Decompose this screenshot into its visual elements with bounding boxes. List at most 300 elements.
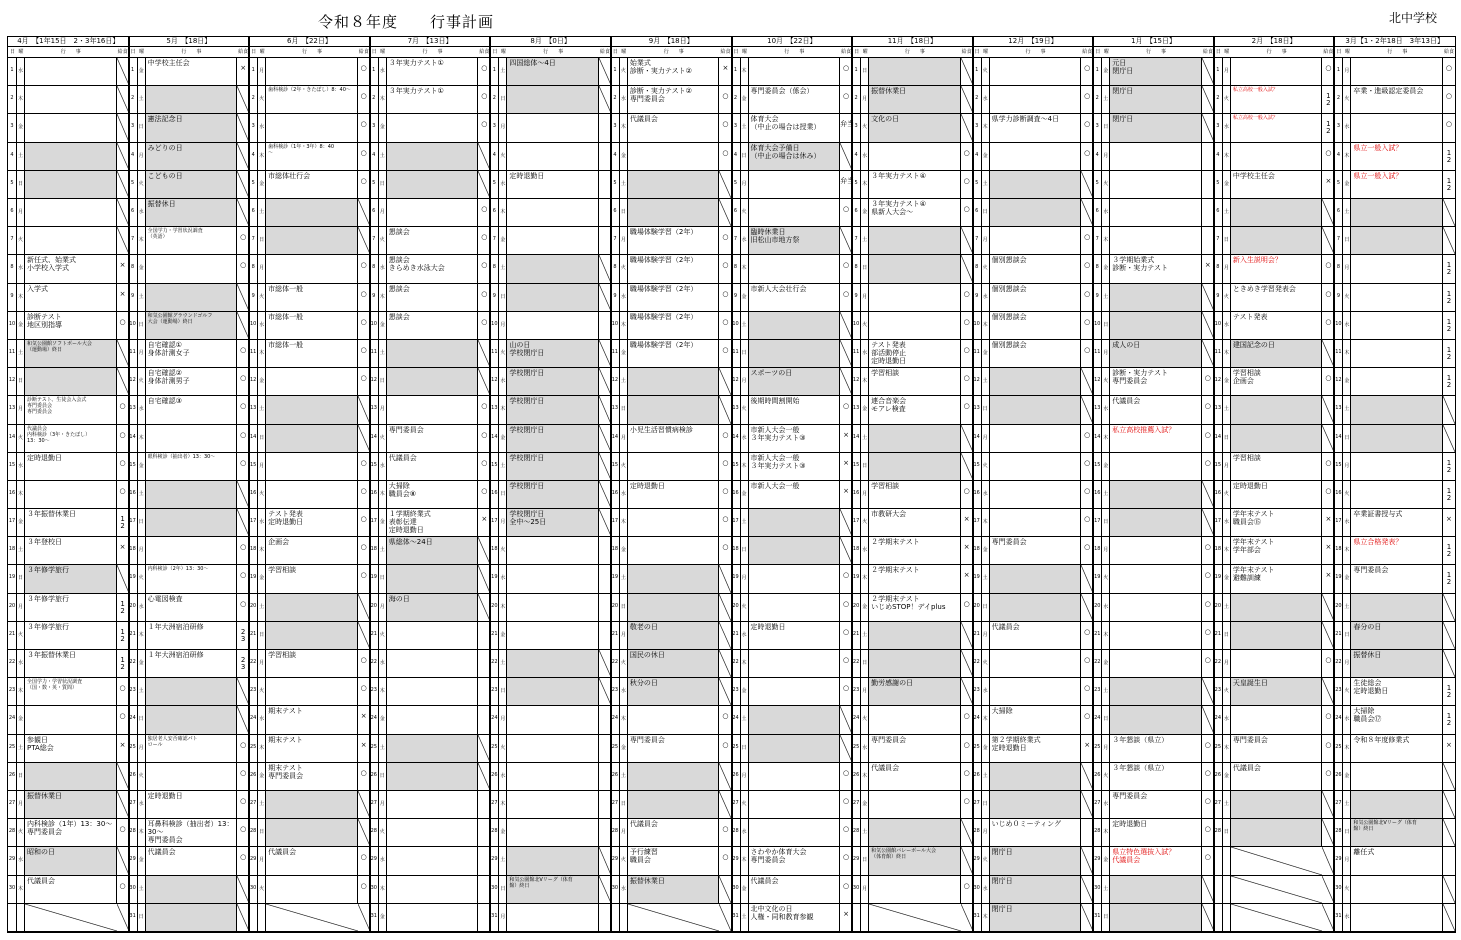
weekday-label: 土 (258, 199, 266, 226)
event-cell (387, 114, 479, 141)
day-number: 15 (8, 453, 17, 480)
day-row (852, 453, 973, 481)
weekday-label: 火 (861, 706, 869, 733)
weekday-label: 月 (17, 594, 25, 621)
event-cell: 憲法記念日 (146, 114, 238, 141)
meal-cell: ○ (722, 486, 729, 495)
meal-cell: ○ (843, 261, 850, 270)
event-cell (266, 255, 358, 282)
day-number: 6 (973, 199, 982, 226)
day-number: 9 (1334, 284, 1343, 311)
event-cell (1110, 284, 1202, 311)
day-number: 7 (732, 227, 741, 254)
day-row (732, 368, 853, 396)
weekday-label: 火 (379, 622, 387, 649)
day-row (973, 594, 1094, 622)
event-cell: 第２学期終業式 定時退勤日 (990, 735, 1082, 762)
meal-cell: ○ (1204, 656, 1211, 665)
weekday-label: 水 (982, 481, 990, 508)
event-cell: 学校閉庁日 全中～25日 (507, 509, 599, 536)
day-number: 26 (1093, 763, 1102, 790)
day-number: 9 (732, 284, 741, 311)
event-cell (25, 368, 117, 395)
event-cell: 学校閉庁日 (507, 453, 599, 480)
event-cell (266, 396, 358, 423)
day-row (129, 171, 250, 199)
event-cell: ３年実力テスト④ 県新人大会～ (869, 199, 961, 226)
weekday-label: 金 (1102, 58, 1110, 85)
weekday-label: 土 (1102, 876, 1110, 903)
day-row (852, 58, 973, 86)
day-row (1334, 594, 1455, 622)
weekday-label: 木 (499, 396, 507, 423)
weekday-label: 金 (1343, 763, 1351, 790)
day-number: 3 (852, 114, 861, 141)
day-row (852, 199, 973, 227)
event-cell: 小児生活習慣病検診 (628, 425, 720, 452)
weekday-label: 月 (499, 904, 507, 931)
day-number: 10 (8, 312, 17, 339)
event-cell: 大掃除 (990, 706, 1082, 733)
day-row (732, 143, 853, 171)
day-row (852, 114, 973, 142)
day-number: 7 (129, 227, 138, 254)
event-cell (266, 199, 358, 226)
meal-cell: ○ (360, 374, 367, 383)
event-cell: 始業式 診断・実力テスト② (628, 58, 720, 85)
day-number: 15 (370, 453, 379, 480)
day-number: 31 (129, 904, 138, 931)
event-cell (749, 199, 841, 226)
meal-cell: ○ (119, 881, 126, 890)
event-cell: 学年末テスト 学年部会 (1231, 537, 1323, 564)
school-name: 北中学校 (1388, 11, 1437, 25)
day-number: 12 (852, 368, 861, 395)
event-cell (1351, 284, 1443, 311)
subheader-weekday: 曜 (259, 49, 265, 55)
subheader-day: 日 (9, 49, 15, 55)
day-number: 16 (129, 481, 138, 508)
event-cell: 定時退勤日 (25, 453, 117, 480)
meal-cell: ○ (1084, 233, 1091, 242)
day-row (1093, 537, 1214, 565)
weekday-label: 木 (861, 171, 869, 198)
day-number: 11 (611, 340, 620, 367)
meal-cell: ○ (722, 120, 729, 129)
event-cell (749, 58, 841, 85)
day-number: 28 (732, 819, 741, 846)
weekday-label: 火 (620, 453, 628, 480)
day-number: 15 (611, 453, 620, 480)
event-cell: 海の日 (387, 594, 479, 621)
weekday-label: 水 (982, 876, 990, 903)
day-number: 21 (490, 622, 499, 649)
event-cell (146, 425, 238, 452)
day-row (249, 819, 370, 847)
meal-cell: ○ (722, 458, 729, 467)
weekday-label: 火 (861, 509, 869, 536)
day-number: 4 (370, 143, 379, 170)
day-row (370, 706, 491, 734)
day-number: 8 (249, 255, 258, 282)
day-row (1214, 227, 1335, 255)
day-row (370, 904, 491, 932)
day-row (1093, 86, 1214, 114)
day-row (1214, 199, 1335, 227)
day-number: 29 (973, 847, 982, 874)
day-row (249, 791, 370, 819)
event-cell: 専門委員会 (1231, 735, 1323, 762)
day-row (1334, 114, 1455, 142)
day-number: 20 (490, 594, 499, 621)
event-cell: 診断・実力テスト② 専門委員会 (628, 86, 720, 113)
weekday-label: 水 (1223, 509, 1231, 536)
day-number: 19 (8, 565, 17, 592)
meal-cell: 1 2 (120, 627, 125, 643)
event-cell (25, 227, 117, 254)
meal-cell: ○ (1204, 825, 1211, 834)
subheader-meal: 給食 (1323, 49, 1334, 55)
day-number: 24 (852, 706, 861, 733)
day-number: 3 (1334, 114, 1343, 141)
day-row (973, 847, 1094, 875)
day-number: 16 (611, 481, 620, 508)
meal-cell: × (360, 740, 367, 749)
event-cell: １年大洲宿泊研修 (146, 650, 238, 677)
event-cell (25, 86, 117, 113)
event-cell: 敬老の日 (628, 622, 720, 649)
day-number: 21 (852, 622, 861, 649)
day-number: 6 (1334, 199, 1343, 226)
event-cell: 学習相談 (266, 650, 358, 677)
weekday-label: 水 (138, 594, 146, 621)
day-number: 1 (732, 58, 741, 85)
meal-cell: ○ (963, 317, 970, 326)
month-divider (369, 37, 371, 932)
event-cell (749, 537, 841, 564)
weekday-label: 火 (741, 199, 749, 226)
day-row (129, 227, 250, 255)
event-cell: 振替休業日 (869, 86, 961, 113)
day-row (973, 678, 1094, 706)
weekday-label: 木 (1223, 735, 1231, 762)
weekday-label: 日 (1343, 425, 1351, 452)
weekday-label: 月 (1343, 847, 1351, 874)
subheader-day: 日 (492, 49, 498, 55)
meal-cell: ○ (722, 825, 729, 834)
meal-cell: 1 2 (120, 515, 125, 531)
event-cell: 職場体験学習（2年） (628, 284, 720, 311)
weekday-label: 日 (138, 706, 146, 733)
day-row (249, 678, 370, 706)
meal-cell: × (119, 289, 126, 298)
day-row (611, 368, 732, 396)
meal-cell: ○ (240, 430, 247, 439)
day-number: 14 (490, 425, 499, 452)
day-row (370, 58, 491, 86)
day-row (1093, 312, 1214, 340)
day-row (732, 199, 853, 227)
day-number: 13 (973, 396, 982, 423)
day-number: 22 (129, 650, 138, 677)
event-cell (1110, 706, 1202, 733)
day-number: 10 (973, 312, 982, 339)
day-row (490, 199, 611, 227)
day-number: 24 (8, 706, 17, 733)
event-cell (25, 199, 117, 226)
weekday-label: 木 (499, 594, 507, 621)
meal-cell: ○ (360, 543, 367, 552)
day-row (129, 481, 250, 509)
weekday-label: 火 (741, 594, 749, 621)
day-number: 30 (370, 876, 379, 903)
event-cell (1351, 481, 1443, 508)
weekday-label: 火 (17, 425, 25, 452)
event-cell (387, 706, 479, 733)
event-cell (1110, 227, 1202, 254)
event-cell (507, 227, 599, 254)
event-cell (266, 453, 358, 480)
event-cell: 診断テスト 地区別指導 (25, 312, 117, 339)
day-number: 18 (732, 537, 741, 564)
weekday-label: 木 (499, 199, 507, 226)
event-cell: 学習相談 (266, 565, 358, 592)
meal-cell: × (1446, 740, 1452, 749)
meal-cell: 1 2 (1326, 120, 1331, 136)
event-cell: 期末テスト 専門委員会 (266, 763, 358, 790)
meal-cell: ○ (1325, 458, 1332, 467)
meal-cell: ○ (360, 768, 367, 777)
day-row (1334, 453, 1455, 481)
event-cell: 離任式 (1351, 847, 1443, 874)
weekday-label: 土 (861, 622, 869, 649)
day-number: 18 (8, 537, 17, 564)
day-row (1214, 650, 1335, 678)
day-number: 17 (8, 509, 17, 536)
weekday-label: 日 (861, 847, 869, 874)
day-number: 11 (1093, 340, 1102, 367)
day-number: 27 (1214, 791, 1223, 818)
meal-cell: ○ (963, 740, 970, 749)
day-number: 1 (1093, 58, 1102, 85)
day-number: 2 (1093, 86, 1102, 113)
event-cell (266, 425, 358, 452)
event-cell: 診断テスト、生徒会入会式 専門委員会 専門委員会 (25, 396, 117, 423)
day-number: 18 (1214, 537, 1223, 564)
event-cell: 全国学力・学習状況調査 （国・数・英・質問） (25, 678, 117, 705)
day-number: 13 (611, 396, 620, 423)
day-row (370, 537, 491, 565)
day-number: 1 (611, 58, 620, 85)
event-cell (266, 876, 358, 903)
day-number: 4 (852, 143, 861, 170)
meal-cell: ○ (360, 148, 367, 157)
event-cell (628, 763, 720, 790)
weekday-label: 火 (138, 763, 146, 790)
weekday-label: 木 (982, 114, 990, 141)
event-cell (1231, 425, 1323, 452)
day-row (1093, 114, 1214, 142)
weekday-label: 木 (1343, 735, 1351, 762)
event-cell (25, 763, 117, 790)
weekday-label: 日 (1102, 706, 1110, 733)
meal-cell: ○ (722, 148, 729, 157)
event-cell (1231, 143, 1323, 170)
weekday-label: 金 (258, 171, 266, 198)
meal-cell: 1 2 (1446, 458, 1452, 474)
day-number: 17 (1093, 509, 1102, 536)
weekday-label: 火 (138, 171, 146, 198)
subheader-day: 日 (612, 49, 618, 55)
weekday-label: 水 (138, 396, 146, 423)
day-row (611, 791, 732, 819)
event-cell: 個別懇談会 (990, 255, 1082, 282)
day-row (732, 255, 853, 283)
day-row (852, 650, 973, 678)
weekday-label: 月 (17, 396, 25, 423)
day-row (973, 143, 1094, 171)
day-row (370, 876, 491, 904)
meal-cell: ○ (360, 515, 367, 524)
day-row (8, 481, 129, 509)
weekday-label: 日 (741, 143, 749, 170)
event-cell (749, 650, 841, 677)
event-cell: ２学期末テスト いじめSTOP！デイplus (869, 594, 961, 621)
day-number: 7 (490, 227, 499, 254)
day-row (973, 227, 1094, 255)
day-row (249, 650, 370, 678)
event-cell (25, 114, 117, 141)
meal-cell: ○ (1084, 458, 1091, 467)
day-number: 20 (1334, 594, 1343, 621)
event-cell (146, 537, 238, 564)
event-cell: 定時退勤日 (146, 791, 238, 818)
day-number: 28 (611, 819, 620, 846)
event-cell: 参観日 PTA総会 (25, 735, 117, 762)
day-number: 29 (129, 847, 138, 874)
event-cell: 専門委員会 (628, 735, 720, 762)
day-number: 25 (129, 735, 138, 762)
day-number: 24 (973, 706, 982, 733)
weekday-label: 水 (17, 847, 25, 874)
day-row (129, 735, 250, 763)
day-row (8, 453, 129, 481)
event-cell (1351, 594, 1443, 621)
meal-cell: ○ (1445, 120, 1453, 129)
weekday-label: 月 (499, 706, 507, 733)
event-cell (749, 255, 841, 282)
day-number: 26 (490, 763, 499, 790)
weekday-label: 水 (17, 255, 25, 282)
weekday-label: 月 (1102, 735, 1110, 762)
day-number: 7 (1093, 227, 1102, 254)
event-cell: 企画会 (266, 537, 358, 564)
event-cell (1351, 312, 1443, 339)
event-cell (1110, 622, 1202, 649)
meal-cell: ○ (240, 825, 247, 834)
day-row (611, 86, 732, 114)
weekday-label: 金 (982, 340, 990, 367)
weekday-label: 日 (1102, 509, 1110, 536)
day-row (973, 199, 1094, 227)
meal-cell: ○ (481, 317, 488, 326)
event-cell: 市総体壮行会 (266, 171, 358, 198)
event-cell (628, 143, 720, 170)
day-row (852, 284, 973, 312)
day-row (973, 763, 1094, 791)
day-number: 18 (611, 537, 620, 564)
weekday-label: 水 (1102, 791, 1110, 818)
weekday-label: 火 (17, 819, 25, 846)
day-row (370, 255, 491, 283)
event-cell (869, 791, 961, 818)
meal-cell: ○ (1084, 317, 1091, 326)
event-cell (25, 706, 117, 733)
event-cell (990, 227, 1082, 254)
day-row (370, 396, 491, 424)
event-cell (1231, 791, 1323, 818)
meal-cell: ○ (722, 712, 729, 721)
day-row (249, 114, 370, 142)
meal-cell: ○ (240, 768, 247, 777)
day-number: 20 (1093, 594, 1102, 621)
day-row (370, 453, 491, 481)
event-cell (25, 143, 117, 170)
event-cell (1351, 453, 1443, 480)
weekday-label: 火 (982, 453, 990, 480)
day-row (611, 396, 732, 424)
day-row (611, 622, 732, 650)
meal-cell: ○ (119, 430, 126, 439)
event-cell (25, 58, 117, 85)
day-row (732, 791, 853, 819)
day-number: 15 (852, 453, 861, 480)
weekday-label: 金 (620, 537, 628, 564)
event-cell: 個別懇談会 (990, 340, 1082, 367)
event-cell (1231, 227, 1323, 254)
day-number: 16 (370, 481, 379, 508)
weekday-label: 水 (499, 171, 507, 198)
weekday-label: 日 (1223, 227, 1231, 254)
day-row (8, 284, 129, 312)
event-cell (266, 678, 358, 705)
day-row (1334, 876, 1455, 904)
subheader-events: 行 事 (1025, 49, 1046, 55)
weekday-label: 月 (138, 143, 146, 170)
day-row (490, 114, 611, 142)
event-cell: 春分の日 (1351, 622, 1443, 649)
day-row (249, 763, 370, 791)
weekday-label: 火 (1223, 678, 1231, 705)
day-row (852, 791, 973, 819)
meal-cell (1443, 650, 1455, 677)
event-cell: 体育大会予備日 （中止の場合は休み） (749, 143, 841, 170)
day-row (1093, 481, 1214, 509)
event-cell: 代議員会 (25, 876, 117, 903)
day-row (490, 425, 611, 453)
event-cell (749, 509, 841, 536)
event-cell: 代議員会 (146, 847, 238, 874)
event-cell: 学校閉庁日 (507, 425, 599, 452)
day-number: 15 (490, 453, 499, 480)
weekday-label: 火 (1102, 171, 1110, 198)
meal-cell: ○ (722, 740, 729, 749)
day-number: 26 (852, 763, 861, 790)
weekday-label: 月 (620, 819, 628, 846)
day-number: 2 (973, 86, 982, 113)
weekday-label: 木 (258, 340, 266, 367)
event-cell: 期末テスト (266, 706, 358, 733)
